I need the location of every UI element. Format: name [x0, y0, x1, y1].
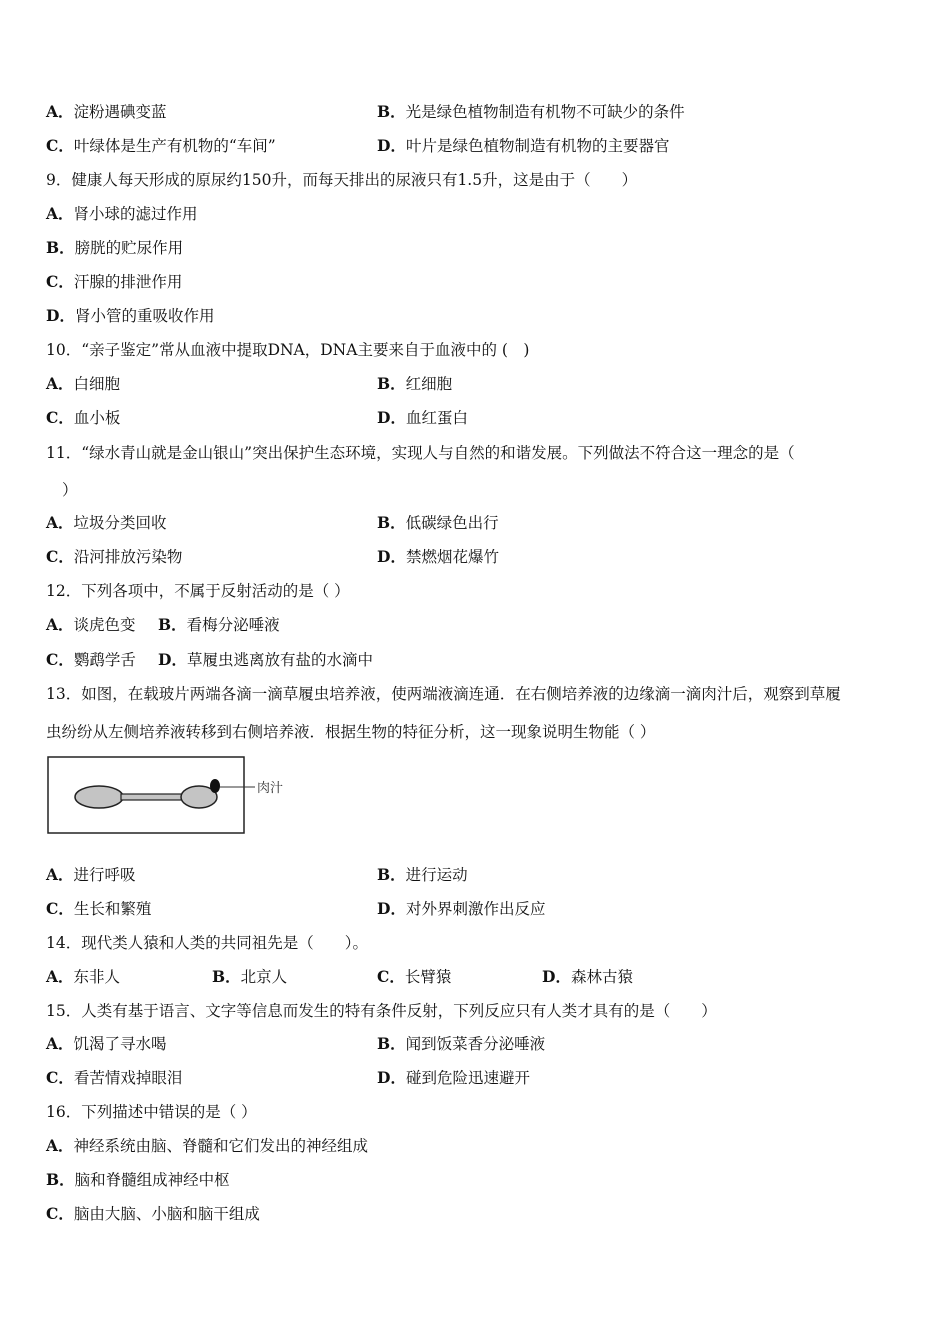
q11-option-d: D．禁燃烟花爆竹 — [377, 547, 499, 566]
q9-stem: 9．健康人每天形成的原尿约150升，而每天排出的尿液只有1.5升，这是由于（ ） — [46, 171, 638, 189]
option-text: 肾小管的重吸收作用 — [74, 307, 215, 325]
q16-option-a: A．神经系统由脑、脊髓和它们发出的神经组成 — [46, 1136, 369, 1155]
option-letter: D — [377, 136, 391, 155]
option-text: 汗腺的排泄作用 — [73, 273, 183, 291]
q8-option-b: B．光是绿色植物制造有机物不可缺少的条件 — [377, 102, 685, 121]
option-text: 看梅分泌唾液 — [186, 616, 280, 634]
option-text: 低碳绿色出行 — [405, 514, 499, 532]
q9-option-c: C．汗腺的排泄作用 — [46, 272, 183, 291]
q10-option-a: A．白细胞 — [46, 374, 121, 393]
q10-option-c: C．血小板 — [46, 408, 121, 427]
option-letter: B — [212, 967, 226, 986]
q16-stem: 16．下列描述中错误的是（ ） — [46, 1103, 257, 1121]
option-text: 膀胱的贮尿作用 — [74, 239, 184, 257]
option-text: 鹦鹉学舌 — [73, 651, 136, 669]
option-text: 神经系统由脑、脊髓和它们发出的神经组成 — [73, 1137, 369, 1155]
option-text: 对外界刺激作出反应 — [405, 900, 546, 918]
q10-stem: 10．“亲子鉴定”常从血液中提取DNA，DNA主要来自于血液中的 ( ) — [46, 341, 530, 359]
q11-option-b: B．低碳绿色出行 — [377, 513, 499, 532]
q9-option-a: A．肾小球的滤过作用 — [46, 204, 198, 223]
option-letter: D — [377, 899, 391, 918]
q10-option-d: D．血红蛋白 — [377, 408, 468, 427]
option-letter: D — [377, 547, 391, 566]
option-text: 光是绿色植物制造有机物不可缺少的条件 — [405, 103, 685, 121]
option-letter: B — [377, 865, 391, 884]
q14-option-c: C．长臂猿 — [377, 967, 452, 986]
option-letter: A — [46, 615, 59, 634]
option-text: 红细胞 — [405, 375, 453, 393]
option-letter: C — [46, 547, 59, 566]
option-text: 淀粉遇碘变蓝 — [73, 103, 167, 121]
q15-option-a: A．饥渴了寻水喝 — [46, 1034, 167, 1053]
option-letter: C — [46, 1204, 59, 1223]
q9-option-b: B．膀胱的贮尿作用 — [46, 238, 184, 257]
q10-option-b: B．红细胞 — [377, 374, 453, 393]
q14-option-d: D．森林古猿 — [542, 967, 633, 986]
option-text: 叶绿体是生产有机物的“车间” — [73, 137, 276, 155]
option-letter: A — [46, 204, 59, 223]
option-letter: C — [46, 272, 59, 291]
option-text: 禁燃烟花爆竹 — [405, 548, 499, 566]
option-text: 饥渴了寻水喝 — [73, 1035, 167, 1053]
q11-option-c: C．沿河排放污染物 — [46, 547, 183, 566]
option-letter: D — [377, 1068, 391, 1087]
q11-stem-line2: ） — [62, 481, 78, 499]
q15-stem: 15．人类有基于语言、文字等信息而发生的特有条件反射，下列反应只有人类才具有的是（ ） — [46, 1002, 717, 1020]
q8-option-a: A．淀粉遇碘变蓝 — [46, 102, 167, 121]
option-text: 东非人 — [73, 968, 121, 986]
option-text: 垃圾分类回收 — [73, 514, 167, 532]
option-letter: D — [158, 650, 172, 669]
q12-option-c: C．鹦鹉学舌 — [46, 650, 136, 669]
option-text: 北京人 — [240, 968, 288, 986]
q14-stem: 14．现代类人猿和人类的共同祖先是（ ）。 — [46, 934, 368, 952]
option-letter: D — [377, 408, 391, 427]
q8-option-c: C．叶绿体是生产有机物的“车间” — [46, 136, 276, 155]
option-letter: D — [46, 306, 60, 325]
option-letter: D — [542, 967, 556, 986]
option-letter: A — [46, 967, 59, 986]
q13-option-c: C．生长和繁殖 — [46, 899, 152, 918]
option-text: 沿河排放污染物 — [73, 548, 183, 566]
q12-stem: 12．下列各项中，不属于反射活动的是（ ） — [46, 582, 350, 600]
q13-stem-line1: 13．如图，在载玻片两端各滴一滴草履虫培养液，使两端液滴连通．在右侧培养液的边缘滴一滴肉汁后，观察到草履 — [46, 685, 841, 703]
q11-option-a: A．垃圾分类回收 — [46, 513, 167, 532]
option-text: 叶片是绿色植物制造有机物的主要器官 — [405, 137, 670, 155]
option-text: 脑和脊髓组成神经中枢 — [74, 1171, 230, 1189]
option-letter: A — [46, 1034, 59, 1053]
q13-option-d: D．对外界刺激作出反应 — [377, 899, 546, 918]
option-letter: A — [46, 865, 59, 884]
option-letter: C — [377, 967, 390, 986]
q13-option-a: A．进行呼吸 — [46, 865, 136, 884]
option-text: 长臂猿 — [404, 968, 452, 986]
q15-option-c: C．看苦情戏掉眼泪 — [46, 1068, 183, 1087]
option-text: 闻到饭菜香分泌唾液 — [405, 1035, 546, 1053]
q8-option-d: D．叶片是绿色植物制造有机物的主要器官 — [377, 136, 670, 155]
option-letter: A — [46, 374, 59, 393]
option-letter: C — [46, 650, 59, 669]
q14-option-b: B．北京人 — [212, 967, 288, 986]
option-letter: B — [377, 1034, 391, 1053]
option-text: 谈虎色变 — [73, 616, 136, 634]
q12-option-b: B．看梅分泌唾液 — [158, 615, 280, 634]
option-letter: A — [46, 1136, 59, 1155]
slide-diagram — [47, 756, 293, 834]
option-letter: C — [46, 899, 59, 918]
option-letter: A — [46, 513, 59, 532]
option-text: 碰到危险迅速避开 — [405, 1069, 530, 1087]
option-letter: B — [377, 374, 391, 393]
option-letter: C — [46, 1068, 59, 1087]
q13-stem-line2: 虫纷纷从左侧培养液转移到右侧培养液．根据生物的特征分析，这一现象说明生物能（ ） — [46, 723, 656, 741]
left-drop — [75, 786, 123, 808]
option-text: 肾小球的滤过作用 — [73, 205, 198, 223]
q12-option-d: D．草履虫逃离放有盐的水滴中 — [158, 650, 373, 669]
option-text: 进行呼吸 — [73, 866, 136, 884]
q13-option-b: B．进行运动 — [377, 865, 468, 884]
option-letter: B — [377, 513, 391, 532]
option-letter: B — [377, 102, 391, 121]
q15-option-d: D．碰到危险迅速避开 — [377, 1068, 530, 1087]
option-text: 白细胞 — [73, 375, 121, 393]
option-text: 森林古猿 — [570, 968, 633, 986]
option-text: 看苦情戏掉眼泪 — [73, 1069, 183, 1087]
q12-option-a: A．谈虎色变 — [46, 615, 136, 634]
q16-option-c: C．脑由大脑、小脑和脑干组成 — [46, 1204, 260, 1223]
option-letter: B — [158, 615, 172, 634]
option-letter: C — [46, 408, 59, 427]
option-text: 血红蛋白 — [405, 409, 468, 427]
meat-juice-label: 肉汁 — [257, 781, 284, 796]
q16-option-b: B．脑和脊髓组成神经中枢 — [46, 1170, 230, 1189]
option-letter: A — [46, 102, 59, 121]
option-text: 脑由大脑、小脑和脑干组成 — [73, 1205, 260, 1223]
option-letter: B — [46, 1170, 60, 1189]
option-text: 生长和繁殖 — [73, 900, 152, 918]
option-letter: C — [46, 136, 59, 155]
meat-juice-drop — [210, 779, 220, 793]
option-letter: B — [46, 238, 60, 257]
q15-option-b: B．闻到饭菜香分泌唾液 — [377, 1034, 546, 1053]
q11-stem-line1: 11．“绿水青山就是金山银山”突出保护生态环境，实现人与自然的和谐发展。下列做法不符合这一理念的是（ — [46, 444, 795, 462]
option-text: 草履虫逃离放有盐的水滴中 — [186, 651, 373, 669]
q9-option-d: D．肾小管的重吸收作用 — [46, 306, 215, 325]
q14-option-a: A．东非人 — [46, 967, 121, 986]
liquid-channel — [121, 794, 183, 800]
option-text: 血小板 — [73, 409, 121, 427]
option-text: 进行运动 — [405, 866, 468, 884]
